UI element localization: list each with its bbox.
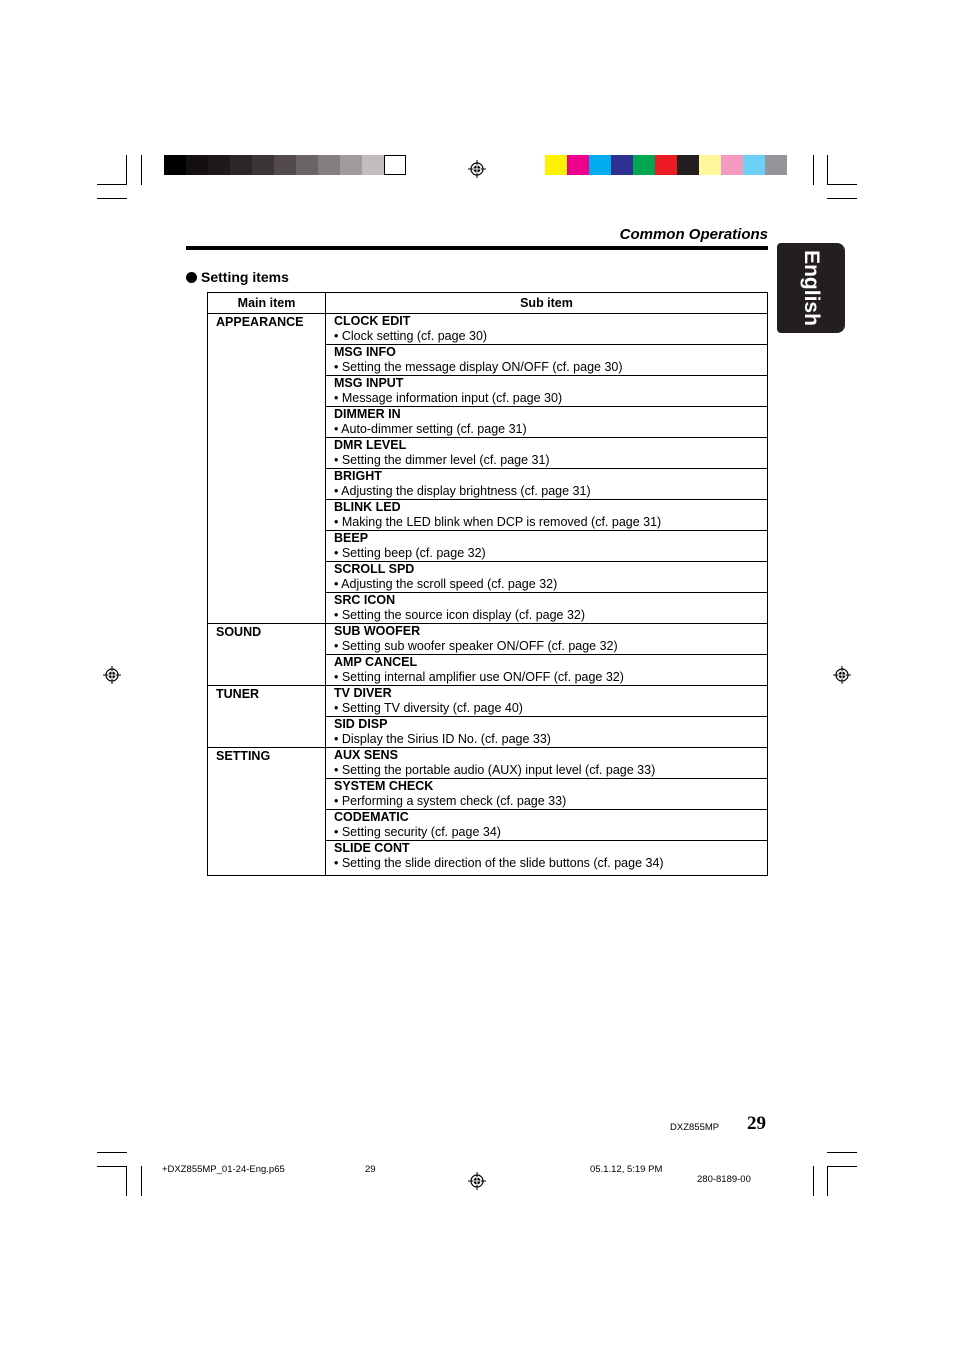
main-item-cell: APPEARANCE	[208, 314, 326, 624]
file-page: 29	[365, 1164, 376, 1175]
sub-item-description: • Setting TV diversity (cf. page 40)	[334, 700, 523, 715]
sub-item-name: SLIDE CONT	[334, 841, 410, 855]
sub-item-description: • Setting the message display ON/OFF (cf. page 30)	[334, 359, 623, 374]
sub-item-name: AMP CANCEL	[334, 655, 418, 669]
color-swatch	[589, 155, 611, 175]
color-swatch	[340, 155, 362, 175]
color-swatch	[677, 155, 699, 175]
color-swatch	[252, 155, 274, 175]
sub-item-cell	[326, 748, 768, 779]
sub-item-description: • Adjusting the display brightness (cf. page 31)	[334, 483, 591, 498]
header-rule	[186, 246, 768, 250]
file-name: +DXZ855MP_01-24-Eng.p65	[162, 1164, 285, 1175]
main-item-cell: SETTING	[208, 748, 326, 876]
sub-item-description: • Auto-dimmer setting (cf. page 31)	[334, 421, 527, 436]
color-swatch	[362, 155, 384, 175]
sub-item-name: DMR LEVEL	[334, 438, 407, 452]
setting-items-heading	[186, 269, 289, 285]
sub-item-description: • Setting the portable audio (AUX) input level (cf. page 33)	[334, 762, 656, 777]
sub-item-name: BRIGHT	[334, 469, 382, 483]
language-tab	[777, 243, 845, 333]
color-swatch	[545, 155, 567, 175]
sub-item-description: • Display the Sirius ID No. (cf. page 33)	[334, 731, 551, 746]
color-swatch	[655, 155, 677, 175]
sub-item-description: • Adjusting the scroll speed (cf. page 32)	[334, 576, 558, 591]
sub-item-name: SID DISP	[334, 717, 388, 731]
color-swatch	[765, 155, 787, 175]
sub-item-cell	[326, 655, 768, 686]
registration-mark-icon	[833, 666, 851, 684]
section-title: Common Operations	[619, 226, 768, 243]
sub-item-description: • Setting internal amplifier use ON/OFF (cf. page 32)	[334, 669, 624, 684]
sub-item-name: CODEMATIC	[334, 810, 409, 824]
sub-item-cell	[326, 841, 768, 876]
sub-item-cell	[326, 779, 768, 810]
color-swatch	[611, 155, 633, 175]
table-header-row	[208, 293, 768, 314]
sub-item-name: SUB WOOFER	[334, 624, 421, 638]
sub-item-description: • Setting the source icon display (cf. page 32)	[334, 607, 586, 622]
sub-item-cell	[326, 500, 768, 531]
table-row	[208, 686, 768, 717]
table-row	[208, 748, 768, 779]
color-swatch	[274, 155, 296, 175]
sub-item-description: • Clock setting (cf. page 30)	[334, 328, 488, 343]
sub-item-cell	[326, 314, 768, 345]
page-number: 29	[747, 1113, 766, 1134]
bullet-icon	[186, 272, 197, 283]
table-row	[208, 314, 768, 345]
sub-item-description: • Setting sub woofer speaker ON/OFF (cf. page 32)	[334, 638, 618, 653]
color-swatch	[318, 155, 340, 175]
sub-item-description: • Performing a system check (cf. page 33)	[334, 793, 567, 808]
sub-item-name: AUX SENS	[334, 748, 398, 762]
sub-item-name: BEEP	[334, 531, 369, 545]
color-swatch	[699, 155, 721, 175]
color-swatch	[296, 155, 318, 175]
sub-item-description: • Setting the dimmer level (cf. page 31)	[334, 452, 550, 467]
sub-item-cell	[326, 438, 768, 469]
sub-item-description: • Setting security (cf. page 34)	[334, 824, 501, 839]
part-number: 280-8189-00	[697, 1174, 751, 1185]
settings-table	[207, 292, 768, 876]
registration-mark-icon	[103, 666, 121, 684]
sub-item-cell	[326, 345, 768, 376]
sub-item-name: CLOCK EDIT	[334, 314, 411, 328]
color-swatch	[230, 155, 252, 175]
sub-item-cell	[326, 531, 768, 562]
sub-item-cell	[326, 562, 768, 593]
color-swatch	[186, 155, 208, 175]
sub-item-name: MSG INPUT	[334, 376, 404, 390]
sub-item-name: SCROLL SPD	[334, 562, 415, 576]
sub-item-name: BLINK LED	[334, 500, 401, 514]
registration-mark-icon	[468, 160, 486, 178]
column-header-main: Main item	[208, 293, 326, 314]
sub-item-cell	[326, 407, 768, 438]
sub-item-name: SYSTEM CHECK	[334, 779, 434, 793]
column-header-sub: Sub item	[326, 293, 768, 314]
sub-item-description: • Making the LED blink when DCP is removed (cf. page 31)	[334, 514, 662, 529]
sub-item-cell	[326, 624, 768, 655]
main-item-cell: SOUND	[208, 624, 326, 686]
sub-item-cell	[326, 376, 768, 407]
color-swatch	[384, 155, 406, 175]
color-swatch	[721, 155, 743, 175]
sub-item-cell	[326, 686, 768, 717]
color-swatch	[743, 155, 765, 175]
sub-item-cell	[326, 810, 768, 841]
sub-item-name: MSG INFO	[334, 345, 396, 359]
sub-item-cell	[326, 717, 768, 748]
color-swatch	[164, 155, 186, 175]
timestamp: 05.1.12, 5:19 PM	[590, 1164, 663, 1175]
color-swatch	[633, 155, 655, 175]
language-tab-label: English	[800, 250, 823, 326]
sub-item-cell	[326, 593, 768, 624]
setting-items-heading-text: Setting items	[201, 269, 289, 285]
color-swatch	[208, 155, 230, 175]
sub-item-cell	[326, 469, 768, 500]
sub-item-name: TV DIVER	[334, 686, 392, 700]
sub-item-name: SRC ICON	[334, 593, 396, 607]
sub-item-name: DIMMER IN	[334, 407, 401, 421]
main-item-cell: TUNER	[208, 686, 326, 748]
sub-item-description: • Setting beep (cf. page 32)	[334, 545, 486, 560]
registration-mark-icon	[468, 1172, 486, 1190]
table-row	[208, 624, 768, 655]
color-swatch	[567, 155, 589, 175]
sub-item-description: • Message information input (cf. page 30)	[334, 390, 563, 405]
table-body	[208, 314, 768, 876]
model-number: DXZ855MP	[670, 1122, 720, 1133]
sub-item-description: • Setting the slide direction of the slide buttons (cf. page 34)	[334, 855, 664, 870]
